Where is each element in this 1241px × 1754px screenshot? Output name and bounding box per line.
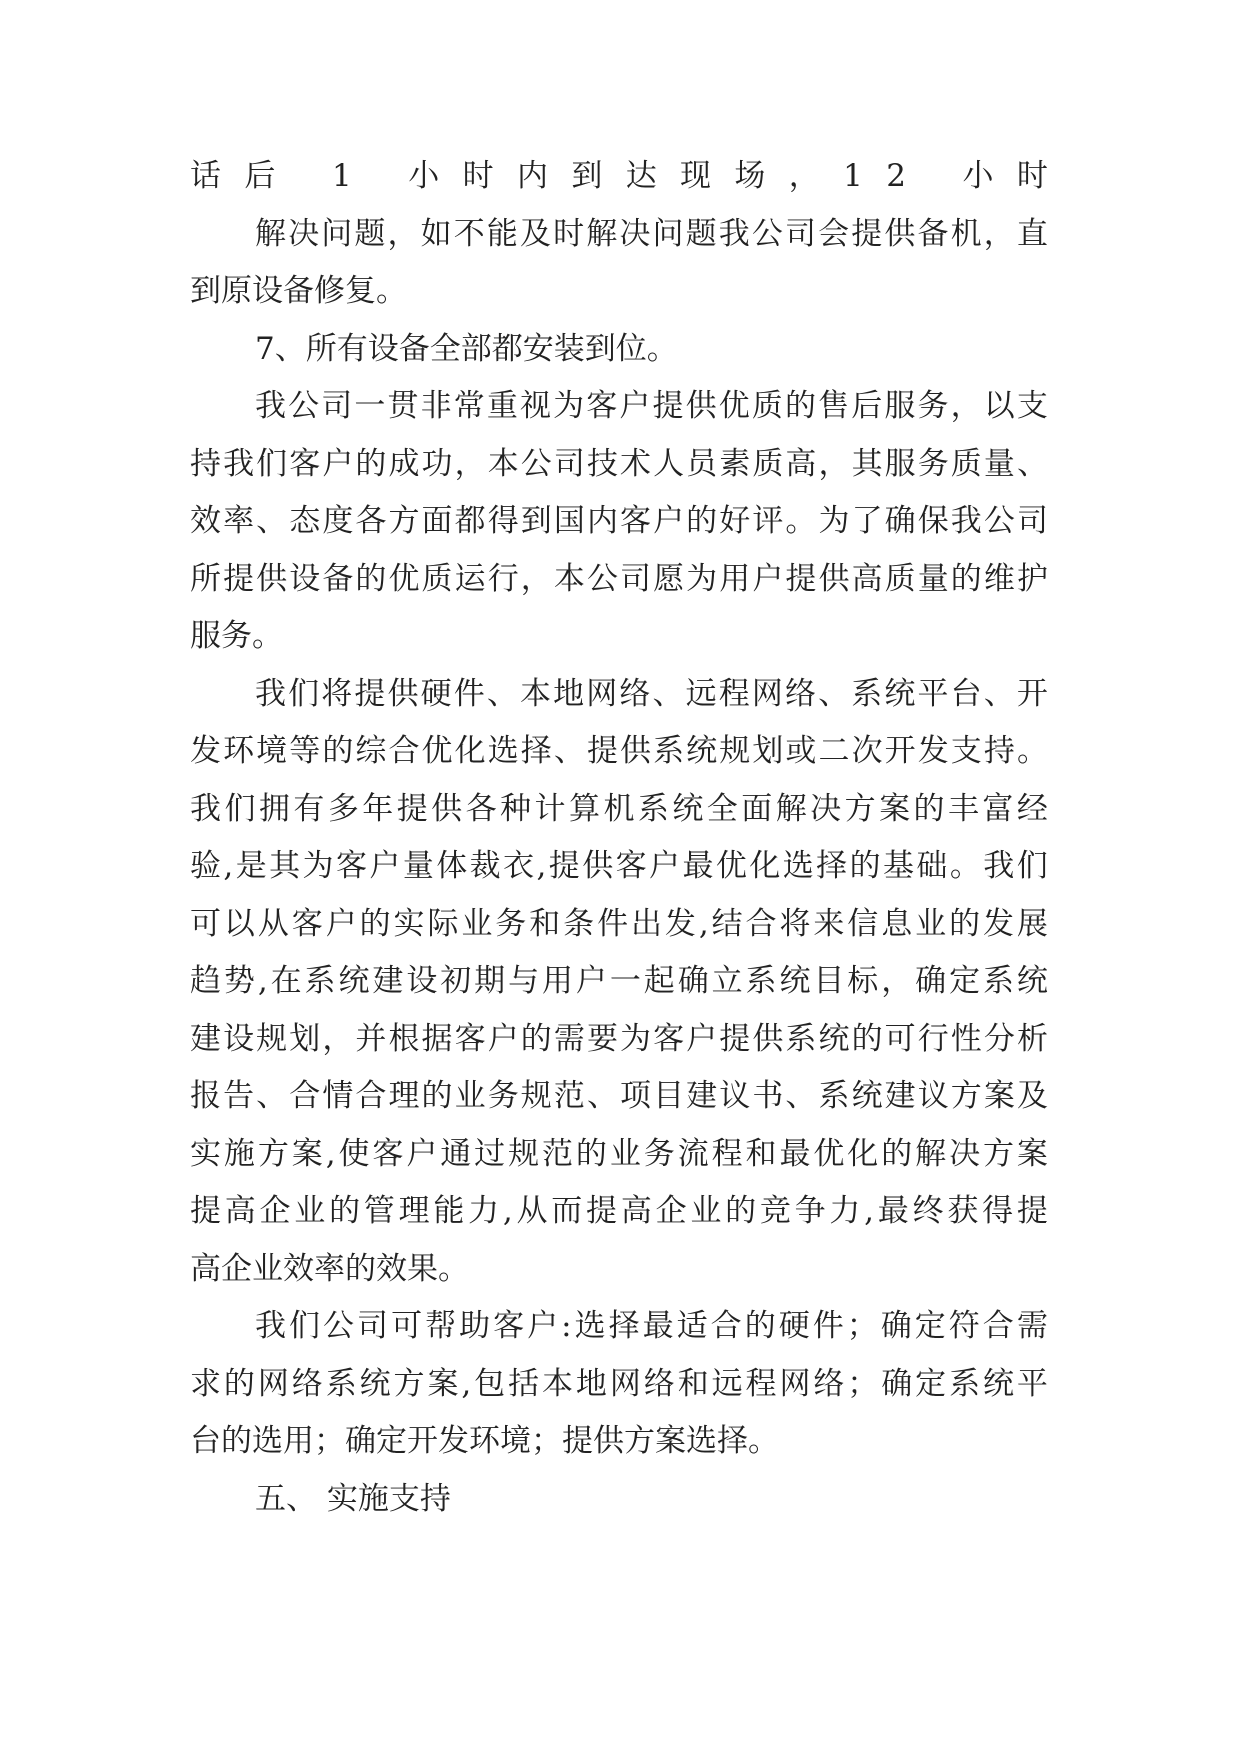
section-heading: 五、 实施支持 (255, 1480, 451, 1517)
text-line: 持 我 们 客 户 的 成 功 ， 本 公 司 技 术 人 员 素 质 高 ， 其 服 务 质 量 、 (190, 445, 1048, 482)
text-line: 可 以 从 客 户 的 实 际 业 务 和 条 件 出 发 , 结 合 将 来 信 息 业 的 发 展 (190, 905, 1048, 942)
text-line: 高企业效率的效果。 (190, 1250, 469, 1287)
text-line: 我 们 将 提 供 硬 件 、 本 地 网 络 、 远 程 网 络 、 系 统 平 台 、 开 (255, 675, 1048, 712)
text-line: 我 们 公 司 可 帮 助 客 户 : 选 择 最 适 合 的 硬 件 ； 确 定 符 合 需 (255, 1308, 1048, 1344)
text-line: 所 提 供 设 备 的 优 质 运 行 ， 本 公 司 愿 为 用 户 提 供 高 质 量 的 维 护 (190, 560, 1048, 597)
text-line: 验 , 是 其 为 客 户 量 体 裁 衣 , 提 供 客 户 最 优 化 选 择 的 基 础 。 我 们 (190, 848, 1048, 884)
text-line: 建 设 规 划 ， 并 根 据 客 户 的 需 要 为 客 户 提 供 系 统 的 可 行 性 分 析 (190, 1020, 1048, 1057)
text-line: 提 高 企 业 的 管 理 能 力 , 从 而 提 高 企 业 的 竞 争 力 , 最 终 获 得 提 (190, 1193, 1048, 1229)
text-line: 求 的 网 络 系 统 方 案 , 包 括 本 地 网 络 和 远 程 网 络 ； 确 定 系 统 平 (190, 1365, 1048, 1402)
text-line: 我 们 拥 有 多 年 提 供 各 种 计 算 机 系 统 全 面 解 决 方 案 的 丰 富 经 (190, 790, 1048, 827)
text-line: 话 后 1 小 时 内 到 达 现 场 ， 1 2 小 时 (190, 158, 1048, 194)
text-line: 解 决 问 题 ， 如 不 能 及 时 解 决 问 题 我 公 司 会 提 供 备 机 ， 直 (255, 215, 1048, 252)
text-line: 发 环 境 等 的 综 合 优 化 选 择 、 提 供 系 统 规 划 或 二 次 开 发 支 持 。 (190, 733, 1048, 769)
text-line: 7、所有设备全部都安装到位。 (255, 330, 678, 367)
text-line: 趋 势 , 在 系 统 建 设 初 期 与 用 户 一 起 确 立 系 统 目 标 ， 确 定 系 统 (190, 963, 1048, 999)
text-line: 到原设备修复。 (190, 273, 407, 309)
text-line: 台的选用；确定开发环境；提供方案选择。 (190, 1423, 779, 1459)
text-line: 实 施 方 案 , 使 客 户 通 过 规 范 的 业 务 流 程 和 最 优 化 的 解 决 方 案 (190, 1135, 1048, 1172)
text-line: 效 率 、 态 度 各 方 面 都 得 到 国 内 客 户 的 好 评 。 为 了 确 保 我 公 司 (190, 503, 1048, 539)
body-text (190, 148, 1048, 1528)
text-line: 我 公 司 一 贯 非 常 重 视 为 客 户 提 供 优 质 的 售 后 服 务 ， 以 支 (255, 388, 1048, 424)
text-line: 报 告 、 合 情 合 理 的 业 务 规 范 、 项 目 建 议 书 、 系 统 建 议 方 案 及 (190, 1078, 1048, 1114)
text-line: 服务。 (190, 618, 283, 654)
